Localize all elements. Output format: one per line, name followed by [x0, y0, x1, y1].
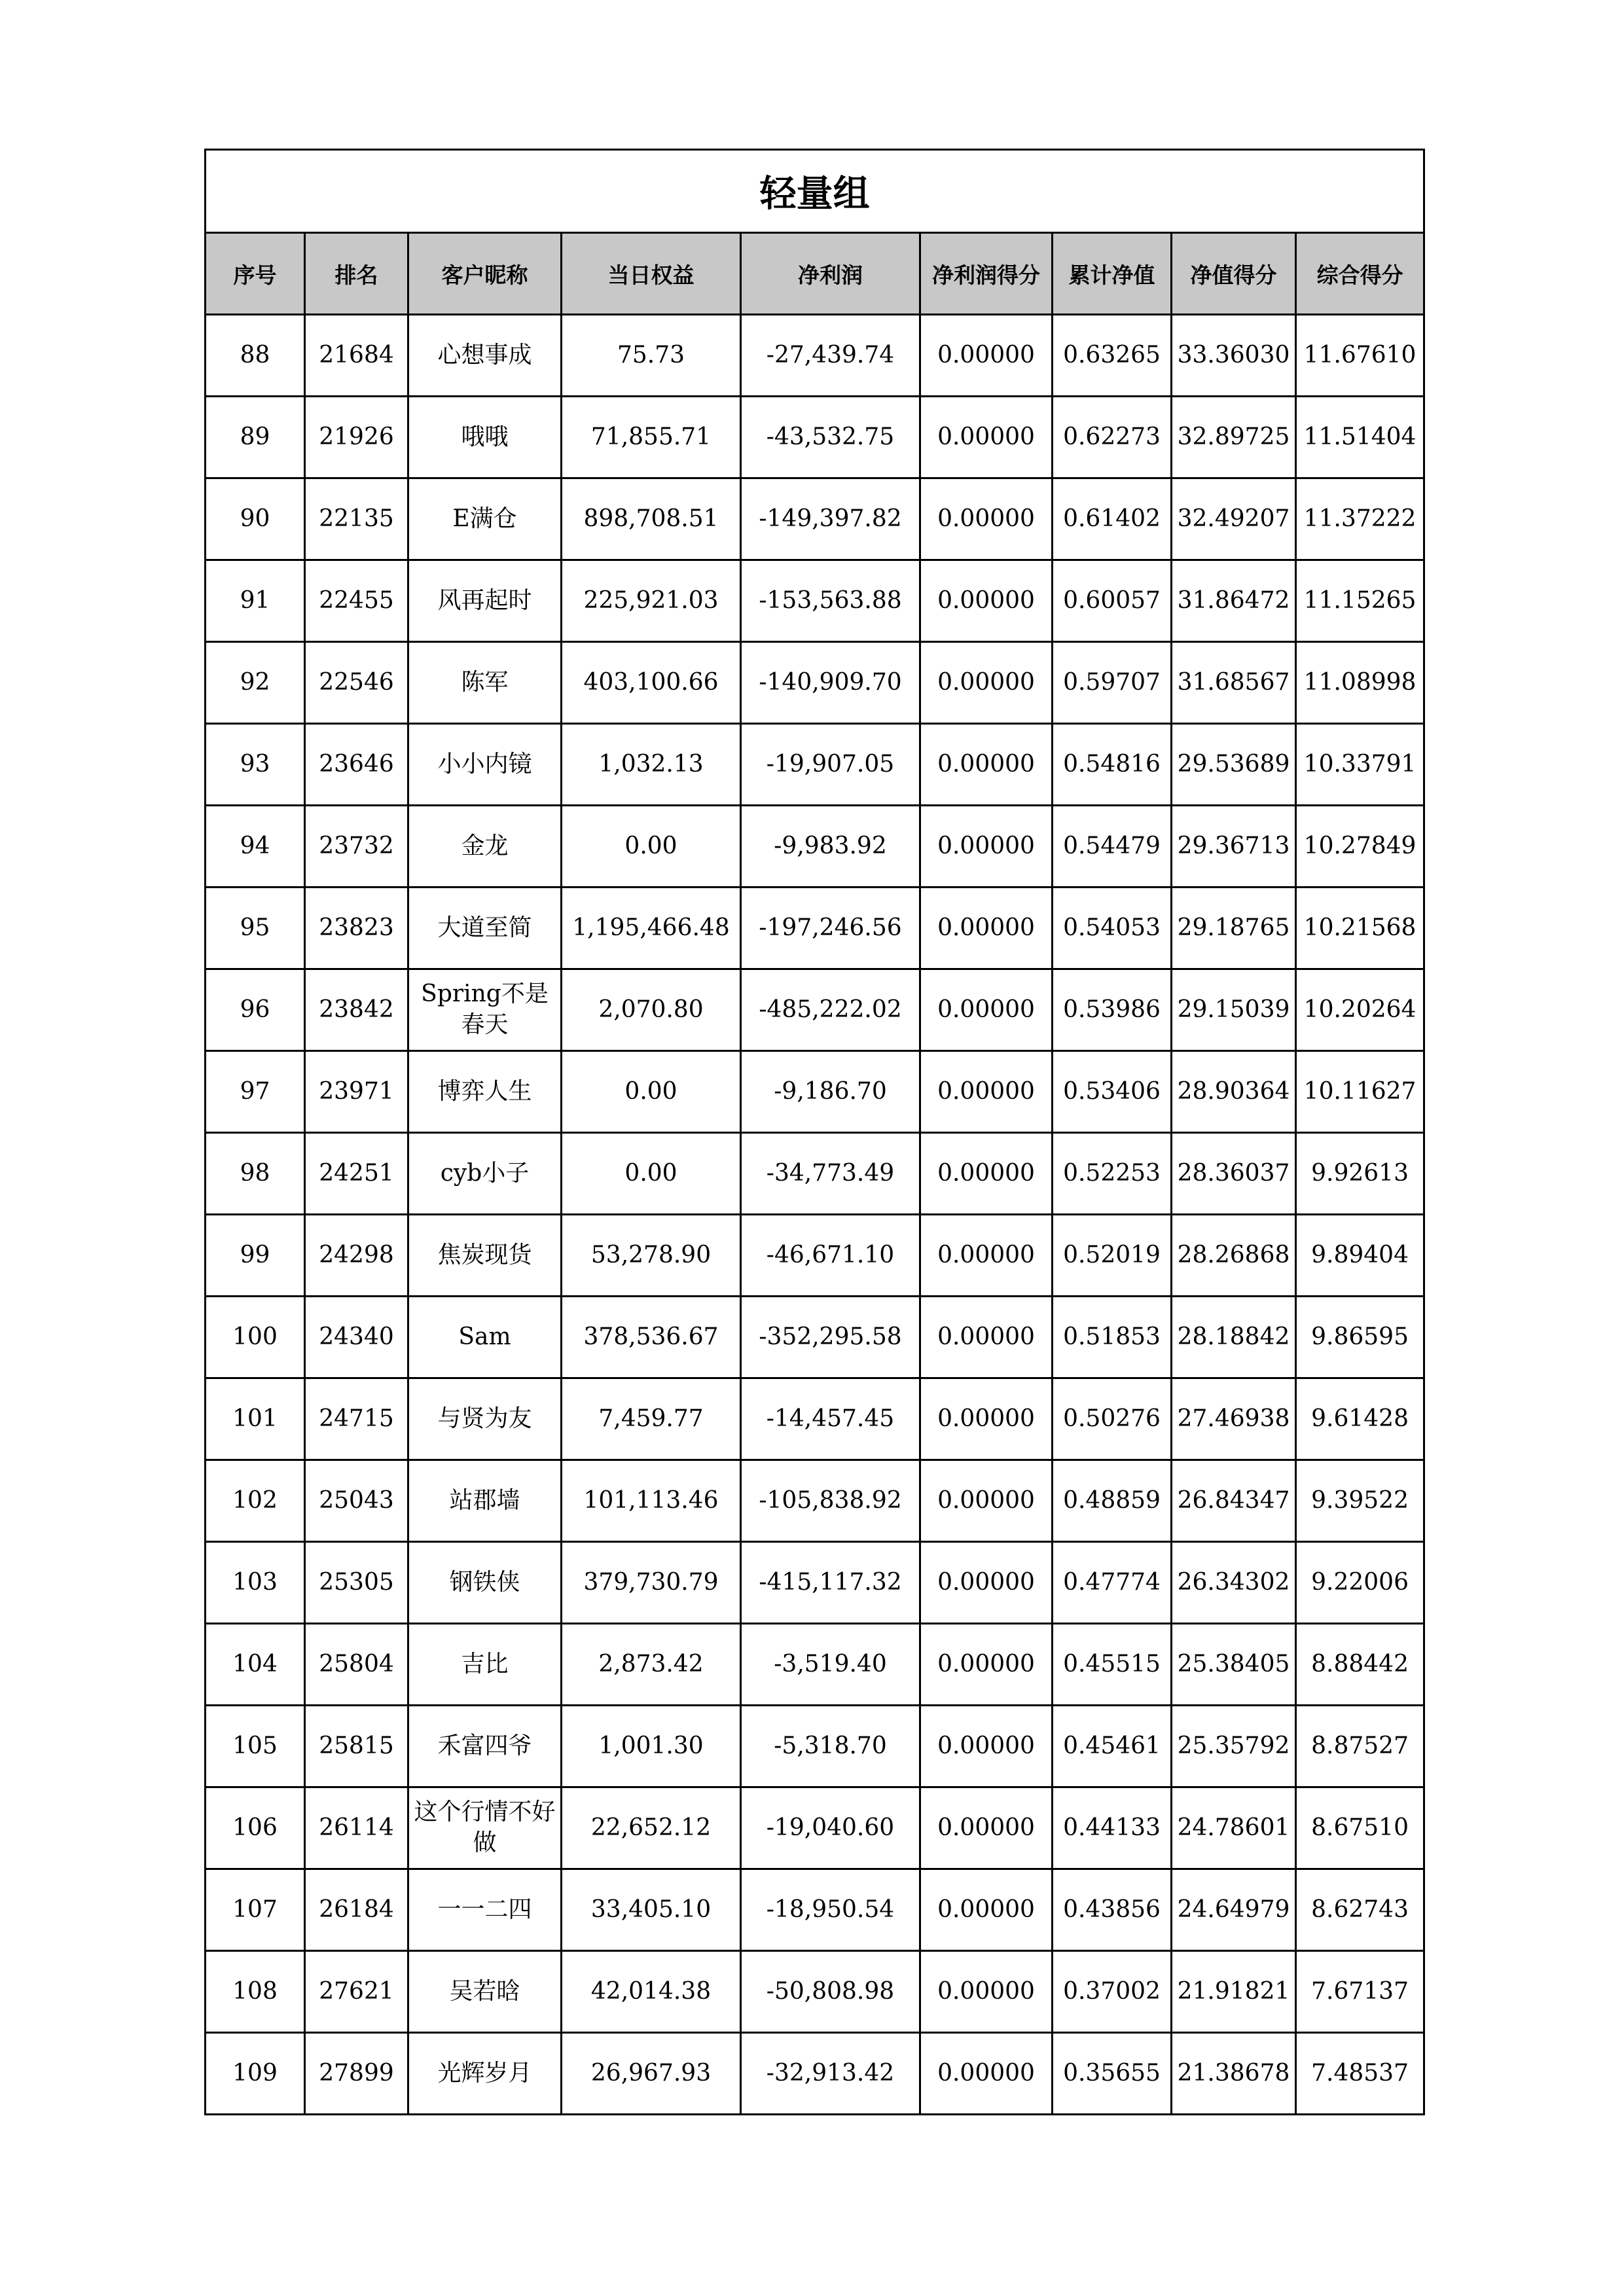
cell-nav-score: 28.26868 [1172, 1215, 1296, 1297]
cell-cumulative-nav: 0.54479 [1053, 806, 1172, 888]
cell-net-profit-score: 0.00000 [920, 1460, 1053, 1542]
cell-net-profit: -415,117.32 [741, 1542, 920, 1624]
cell-net-profit: -197,246.56 [741, 888, 920, 969]
cell-net-profit: -19,907.05 [741, 724, 920, 806]
cell-seq: 88 [206, 315, 305, 397]
header-seq: 序号 [206, 233, 305, 315]
cell-seq: 95 [206, 888, 305, 969]
cell-rank: 23823 [305, 888, 408, 969]
table-row [206, 560, 1424, 642]
cell-total-score: 9.61428 [1296, 1378, 1424, 1460]
cell-total-score: 11.67610 [1296, 315, 1424, 397]
cell-rank: 23646 [305, 724, 408, 806]
cell-nickname: cyb小子 [408, 1133, 562, 1215]
header-rank: 排名 [305, 233, 408, 315]
cell-nickname: 心想事成 [408, 315, 562, 397]
cell-nav-score: 31.86472 [1172, 560, 1296, 642]
cell-cumulative-nav: 0.50276 [1053, 1378, 1172, 1460]
table-title: 轻量组 [206, 150, 1424, 233]
cell-seq: 91 [206, 560, 305, 642]
cell-nickname: 光辉岁月 [408, 2033, 562, 2115]
cell-nickname: 站郡墙 [408, 1460, 562, 1542]
cell-total-score: 10.11627 [1296, 1051, 1424, 1133]
header-net-profit: 净利润 [741, 233, 920, 315]
cell-nickname: 哦哦 [408, 397, 562, 478]
cell-net-profit: -352,295.58 [741, 1297, 920, 1378]
cell-net-profit: -46,671.10 [741, 1215, 920, 1297]
cell-net-profit-score: 0.00000 [920, 1378, 1053, 1460]
cell-net-profit-score: 0.00000 [920, 1215, 1053, 1297]
cell-cumulative-nav: 0.52019 [1053, 1215, 1172, 1297]
title-row [206, 150, 1424, 233]
cell-rank: 25305 [305, 1542, 408, 1624]
cell-net-profit: -18,950.54 [741, 1869, 920, 1951]
cell-cumulative-nav: 0.63265 [1053, 315, 1172, 397]
cell-nav-score: 24.64979 [1172, 1869, 1296, 1951]
cell-net-profit-score: 0.00000 [920, 1869, 1053, 1951]
cell-net-profit: -34,773.49 [741, 1133, 920, 1215]
cell-seq: 90 [206, 478, 305, 560]
cell-cumulative-nav: 0.44133 [1053, 1787, 1172, 1869]
cell-daily-equity: 22,652.12 [562, 1787, 741, 1869]
cell-net-profit-score: 0.00000 [920, 724, 1053, 806]
cell-seq: 105 [206, 1706, 305, 1787]
cell-daily-equity: 33,405.10 [562, 1869, 741, 1951]
cell-rank: 21684 [305, 315, 408, 397]
cell-net-profit-score: 0.00000 [920, 2033, 1053, 2115]
cell-net-profit-score: 0.00000 [920, 1051, 1053, 1133]
cell-total-score: 9.39522 [1296, 1460, 1424, 1542]
cell-seq: 98 [206, 1133, 305, 1215]
cell-daily-equity: 2,873.42 [562, 1624, 741, 1706]
cell-net-profit-score: 0.00000 [920, 1706, 1053, 1787]
cell-net-profit-score: 0.00000 [920, 1297, 1053, 1378]
cell-total-score: 11.51404 [1296, 397, 1424, 478]
cell-cumulative-nav: 0.51853 [1053, 1297, 1172, 1378]
cell-rank: 21926 [305, 397, 408, 478]
cell-daily-equity: 0.00 [562, 806, 741, 888]
cell-daily-equity: 1,001.30 [562, 1706, 741, 1787]
cell-net-profit: -9,983.92 [741, 806, 920, 888]
cell-net-profit-score: 0.00000 [920, 806, 1053, 888]
table-row [206, 2033, 1424, 2115]
cell-cumulative-nav: 0.48859 [1053, 1460, 1172, 1542]
cell-net-profit: -149,397.82 [741, 478, 920, 560]
cell-net-profit: -9,186.70 [741, 1051, 920, 1133]
cell-rank: 24298 [305, 1215, 408, 1297]
cell-nav-score: 29.36713 [1172, 806, 1296, 888]
table-row [206, 1297, 1424, 1378]
table-row [206, 642, 1424, 724]
header-cumulative-nav: 累计净值 [1053, 233, 1172, 315]
cell-cumulative-nav: 0.59707 [1053, 642, 1172, 724]
cell-rank: 24340 [305, 1297, 408, 1378]
cell-daily-equity: 42,014.38 [562, 1951, 741, 2033]
cell-total-score: 11.15265 [1296, 560, 1424, 642]
cell-rank: 22455 [305, 560, 408, 642]
table-row [206, 397, 1424, 478]
cell-nickname: E满仓 [408, 478, 562, 560]
table-row [206, 1542, 1424, 1624]
header-row [206, 233, 1424, 315]
cell-nickname: 博弈人生 [408, 1051, 562, 1133]
cell-nickname: Spring不是春天 [408, 969, 562, 1051]
header-net-profit-score: 净利润得分 [920, 233, 1053, 315]
cell-net-profit: -43,532.75 [741, 397, 920, 478]
cell-cumulative-nav: 0.54053 [1053, 888, 1172, 969]
cell-nav-score: 32.89725 [1172, 397, 1296, 478]
cell-nav-score: 29.15039 [1172, 969, 1296, 1051]
table-row [206, 888, 1424, 969]
cell-daily-equity: 1,195,466.48 [562, 888, 741, 969]
cell-rank: 23971 [305, 1051, 408, 1133]
cell-nickname: 吴若晗 [408, 1951, 562, 2033]
cell-seq: 101 [206, 1378, 305, 1460]
cell-net-profit-score: 0.00000 [920, 969, 1053, 1051]
cell-nickname: 风再起时 [408, 560, 562, 642]
cell-nav-score: 21.38678 [1172, 2033, 1296, 2115]
cell-net-profit: -153,563.88 [741, 560, 920, 642]
cell-daily-equity: 71,855.71 [562, 397, 741, 478]
cell-seq: 107 [206, 1869, 305, 1951]
table-row [206, 1215, 1424, 1297]
cell-nav-score: 28.18842 [1172, 1297, 1296, 1378]
cell-total-score: 10.33791 [1296, 724, 1424, 806]
cell-rank: 22135 [305, 478, 408, 560]
table-row [206, 1624, 1424, 1706]
table-row [206, 1951, 1424, 2033]
cell-total-score: 9.89404 [1296, 1215, 1424, 1297]
cell-total-score: 7.67137 [1296, 1951, 1424, 2033]
cell-cumulative-nav: 0.62273 [1053, 397, 1172, 478]
cell-nickname: 金龙 [408, 806, 562, 888]
cell-net-profit: -3,519.40 [741, 1624, 920, 1706]
header-nav-score: 净值得分 [1172, 233, 1296, 315]
cell-rank: 24715 [305, 1378, 408, 1460]
cell-net-profit: -50,808.98 [741, 1951, 920, 2033]
cell-nav-score: 27.46938 [1172, 1378, 1296, 1460]
cell-seq: 104 [206, 1624, 305, 1706]
cell-nav-score: 28.36037 [1172, 1133, 1296, 1215]
cell-nickname: 吉比 [408, 1624, 562, 1706]
cell-seq: 109 [206, 2033, 305, 2115]
cell-total-score: 11.08998 [1296, 642, 1424, 724]
cell-rank: 25043 [305, 1460, 408, 1542]
cell-cumulative-nav: 0.54816 [1053, 724, 1172, 806]
cell-net-profit: -105,838.92 [741, 1460, 920, 1542]
cell-daily-equity: 225,921.03 [562, 560, 741, 642]
cell-nickname: 钢铁侠 [408, 1542, 562, 1624]
table-row [206, 969, 1424, 1051]
cell-net-profit-score: 0.00000 [920, 1787, 1053, 1869]
cell-total-score: 8.88442 [1296, 1624, 1424, 1706]
cell-nav-score: 26.84347 [1172, 1460, 1296, 1542]
cell-rank: 26114 [305, 1787, 408, 1869]
cell-seq: 100 [206, 1297, 305, 1378]
table-row [206, 1378, 1424, 1460]
cell-cumulative-nav: 0.60057 [1053, 560, 1172, 642]
cell-daily-equity: 0.00 [562, 1133, 741, 1215]
cell-cumulative-nav: 0.52253 [1053, 1133, 1172, 1215]
cell-daily-equity: 1,032.13 [562, 724, 741, 806]
cell-daily-equity: 26,967.93 [562, 2033, 741, 2115]
cell-total-score: 10.20264 [1296, 969, 1424, 1051]
cell-seq: 89 [206, 397, 305, 478]
cell-net-profit: -32,913.42 [741, 2033, 920, 2115]
table-row [206, 1706, 1424, 1787]
cell-total-score: 8.62743 [1296, 1869, 1424, 1951]
cell-nickname: 小小内镜 [408, 724, 562, 806]
cell-nav-score: 21.91821 [1172, 1951, 1296, 2033]
cell-nickname: 大道至简 [408, 888, 562, 969]
cell-seq: 93 [206, 724, 305, 806]
cell-nav-score: 29.18765 [1172, 888, 1296, 969]
cell-daily-equity: 2,070.80 [562, 969, 741, 1051]
cell-total-score: 8.67510 [1296, 1787, 1424, 1869]
cell-daily-equity: 898,708.51 [562, 478, 741, 560]
table-body [206, 315, 1424, 2115]
cell-total-score: 9.22006 [1296, 1542, 1424, 1624]
cell-daily-equity: 378,536.67 [562, 1297, 741, 1378]
cell-nickname: Sam [408, 1297, 562, 1378]
cell-cumulative-nav: 0.53986 [1053, 969, 1172, 1051]
cell-net-profit-score: 0.00000 [920, 1624, 1053, 1706]
cell-rank: 25804 [305, 1624, 408, 1706]
ranking-table [204, 149, 1425, 2115]
cell-net-profit-score: 0.00000 [920, 642, 1053, 724]
cell-nav-score: 28.90364 [1172, 1051, 1296, 1133]
cell-cumulative-nav: 0.45515 [1053, 1624, 1172, 1706]
table-row [206, 315, 1424, 397]
cell-nav-score: 32.49207 [1172, 478, 1296, 560]
cell-nav-score: 29.53689 [1172, 724, 1296, 806]
cell-rank: 26184 [305, 1869, 408, 1951]
cell-cumulative-nav: 0.61402 [1053, 478, 1172, 560]
cell-seq: 99 [206, 1215, 305, 1297]
cell-net-profit-score: 0.00000 [920, 1542, 1053, 1624]
cell-nav-score: 24.78601 [1172, 1787, 1296, 1869]
cell-net-profit: -14,457.45 [741, 1378, 920, 1460]
cell-rank: 22546 [305, 642, 408, 724]
header-daily-equity: 当日权益 [562, 233, 741, 315]
cell-rank: 27621 [305, 1951, 408, 2033]
cell-daily-equity: 101,113.46 [562, 1460, 741, 1542]
cell-rank: 23732 [305, 806, 408, 888]
table-row [206, 1787, 1424, 1869]
cell-seq: 103 [206, 1542, 305, 1624]
cell-total-score: 9.92613 [1296, 1133, 1424, 1215]
cell-seq: 106 [206, 1787, 305, 1869]
table-row [206, 1051, 1424, 1133]
table-row [206, 1133, 1424, 1215]
cell-total-score: 7.48537 [1296, 2033, 1424, 2115]
cell-net-profit-score: 0.00000 [920, 397, 1053, 478]
cell-seq: 97 [206, 1051, 305, 1133]
cell-nav-score: 25.35792 [1172, 1706, 1296, 1787]
cell-nav-score: 31.68567 [1172, 642, 1296, 724]
cell-seq: 92 [206, 642, 305, 724]
table-row [206, 724, 1424, 806]
cell-net-profit-score: 0.00000 [920, 1133, 1053, 1215]
cell-cumulative-nav: 0.43856 [1053, 1869, 1172, 1951]
cell-rank: 25815 [305, 1706, 408, 1787]
cell-cumulative-nav: 0.35655 [1053, 2033, 1172, 2115]
cell-net-profit: -140,909.70 [741, 642, 920, 724]
table-row [206, 1460, 1424, 1542]
table-row [206, 806, 1424, 888]
cell-total-score: 10.27849 [1296, 806, 1424, 888]
cell-nickname: 陈军 [408, 642, 562, 724]
cell-total-score: 10.21568 [1296, 888, 1424, 969]
cell-net-profit-score: 0.00000 [920, 888, 1053, 969]
cell-nickname: 焦炭现货 [408, 1215, 562, 1297]
cell-net-profit-score: 0.00000 [920, 560, 1053, 642]
cell-seq: 102 [206, 1460, 305, 1542]
cell-daily-equity: 53,278.90 [562, 1215, 741, 1297]
cell-cumulative-nav: 0.47774 [1053, 1542, 1172, 1624]
cell-seq: 94 [206, 806, 305, 888]
cell-rank: 24251 [305, 1133, 408, 1215]
cell-net-profit-score: 0.00000 [920, 1951, 1053, 2033]
cell-net-profit: -5,318.70 [741, 1706, 920, 1787]
cell-total-score: 9.86595 [1296, 1297, 1424, 1378]
cell-net-profit: -485,222.02 [741, 969, 920, 1051]
cell-net-profit-score: 0.00000 [920, 315, 1053, 397]
cell-daily-equity: 75.73 [562, 315, 741, 397]
cell-daily-equity: 379,730.79 [562, 1542, 741, 1624]
cell-daily-equity: 7,459.77 [562, 1378, 741, 1460]
cell-nickname: 这个行情不好做 [408, 1787, 562, 1869]
cell-nickname: 与贤为友 [408, 1378, 562, 1460]
cell-cumulative-nav: 0.37002 [1053, 1951, 1172, 2033]
cell-net-profit: -19,040.60 [741, 1787, 920, 1869]
cell-cumulative-nav: 0.45461 [1053, 1706, 1172, 1787]
cell-seq: 108 [206, 1951, 305, 2033]
cell-cumulative-nav: 0.53406 [1053, 1051, 1172, 1133]
cell-net-profit: -27,439.74 [741, 315, 920, 397]
table-row [206, 1869, 1424, 1951]
cell-rank: 27899 [305, 2033, 408, 2115]
cell-nav-score: 33.36030 [1172, 315, 1296, 397]
cell-daily-equity: 0.00 [562, 1051, 741, 1133]
cell-nickname: 一一二四 [408, 1869, 562, 1951]
cell-nickname: 禾富四爷 [408, 1706, 562, 1787]
cell-total-score: 11.37222 [1296, 478, 1424, 560]
header-total-score: 综合得分 [1296, 233, 1424, 315]
cell-rank: 23842 [305, 969, 408, 1051]
cell-daily-equity: 403,100.66 [562, 642, 741, 724]
cell-nav-score: 26.34302 [1172, 1542, 1296, 1624]
cell-net-profit-score: 0.00000 [920, 478, 1053, 560]
cell-total-score: 8.87527 [1296, 1706, 1424, 1787]
header-nickname: 客户昵称 [408, 233, 562, 315]
cell-nav-score: 25.38405 [1172, 1624, 1296, 1706]
table-row [206, 478, 1424, 560]
cell-seq: 96 [206, 969, 305, 1051]
